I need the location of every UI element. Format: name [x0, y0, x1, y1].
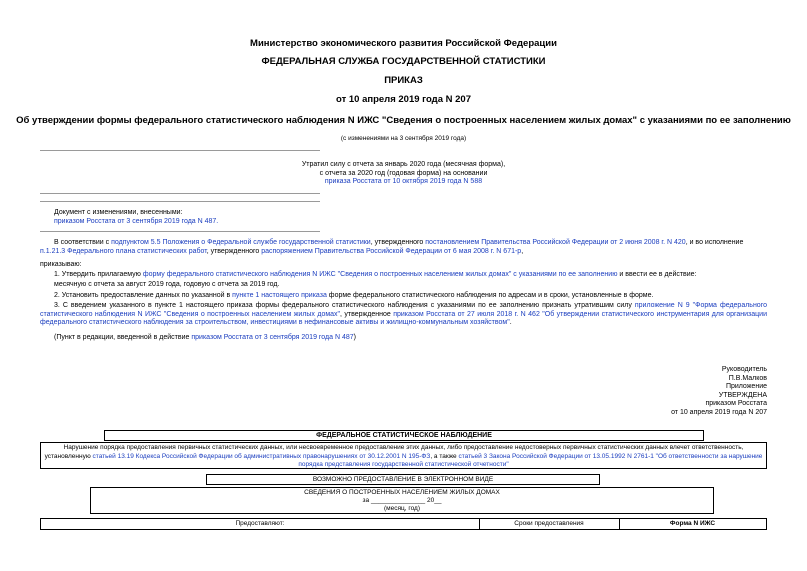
ministry-name: Министерство экономического развития Российской Федерации — [250, 38, 557, 49]
info-title: СВЕДЕНИЯ О ПОСТРОЕННЫХ НАСЕЛЕНИЕМ ЖИЛЫХ ДОМАХ — [304, 489, 500, 496]
info-hint: (месяц, год) — [383, 505, 420, 512]
order-word: приказываю: — [40, 261, 82, 268]
text-span: . — [509, 319, 512, 327]
validity-link[interactable]: приказа Росстата от 10 октября 2019 года N 588 — [324, 178, 483, 186]
text-span: 3. С введением указанного в пункте 1 настоящего приказа формы федерального статистического наблюдения с указаниями по ее заполнению признать утратившим силу — [54, 302, 635, 309]
link-subclause-5-5[interactable]: подпунктом 5.5 Положения о Федеральной службе государственной статистики — [111, 239, 371, 246]
revision-note: (с изменениями на 3 сентября 2019 года) — [340, 135, 467, 142]
col-deadline: Сроки предоставления — [479, 519, 620, 529]
doc-type: ПРИКАЗ — [384, 75, 423, 86]
submission-table-header — [40, 518, 767, 530]
col-submit: Предоставляют: — [41, 519, 480, 529]
link-order-462[interactable]: приказом Росстата от 27 июля 2018 г. N 462 "Об утверждении статистического инструментария для организации федерального статистического наблюдения за строительством, инвестициями в нефинансовые активы и жилищно-коммунальным хозяйством" — [40, 310, 767, 327]
paragraph-1-cont: месячную с отчета за август 2019 года, годовую с отчета за 2019 год. — [54, 281, 280, 288]
info-box — [90, 487, 714, 514]
info-period: за _______________ 20__ — [362, 497, 442, 504]
signature-name: П.В.Малков — [728, 374, 767, 382]
warning-text-2 — [41, 453, 766, 470]
warning-box — [40, 442, 767, 469]
text-span: В соответствии с — [54, 239, 112, 246]
text-span: 2. Установить предоставление данных по указанной в — [54, 292, 233, 299]
text-span: и ввести ее в действие: — [617, 271, 697, 278]
warning-text-1: Нарушение порядка предоставления первичных статистических данных, или несвоевременное предоставление этих данных, либо предоставление недостоверных первичных статистических данных влечет ответственность, — [63, 444, 744, 451]
link-clause-1[interactable]: пункте 1 настоящего приказа — [232, 292, 327, 299]
separator-line — [40, 201, 320, 202]
signature-role: Руководитель — [721, 366, 767, 373]
appendix-label: Приложение — [725, 383, 767, 391]
changes-line: Документ с изменениями, внесенными: — [54, 209, 183, 216]
validity-line-1: Утратил силу с отчета за январь 2020 года (месячная форма), — [301, 161, 506, 168]
validity-line-2: с отчета за 2020 год (годовая форма) на основании — [319, 169, 488, 177]
appendix-approved: УТВЕРЖДЕНА — [718, 391, 767, 399]
text-span: , утвержденное — [340, 310, 394, 318]
appendix-by: приказом Росстата — [705, 400, 767, 408]
text-span: 1. Утвердить прилагаемую — [54, 271, 143, 278]
text-span: форме федерального статистического наблюдения по адресам и в сроки, установленные в форме. — [326, 292, 654, 299]
link-article-13-19[interactable]: статьей 13.19 Кодекса Российской Федерации об административных правонарушениях от 30.12.2001 N 195-ФЗ — [92, 452, 431, 460]
form-banner: ФЕДЕРАЛЬНОЕ СТАТИСТИЧЕСКОЕ НАБЛЮДЕНИЕ — [104, 430, 704, 441]
separator-line — [40, 193, 320, 194]
doc-date: от 10 апреля 2019 года N 207 — [336, 94, 471, 105]
link-article-3-law[interactable]: статьей 3 Закона Российской Федерации от 13.05.1992 N 2761-1 "Об ответственности за нарушение порядка представления государственной статистической отчетности" — [298, 452, 763, 468]
text-span: , утвержденного — [370, 239, 426, 246]
link-order-671[interactable]: распоряжением Правительства Российской Федерации от 6 мая 2008 г. N 671-р — [261, 247, 522, 255]
electronic-box: ВОЗМОЖНО ПРЕДОСТАВЛЕНИЕ В ЭЛЕКТРОННОМ ВИДЕ — [206, 474, 600, 485]
text-span: , утвержденного — [206, 247, 262, 255]
validity-note — [0, 161, 807, 187]
text-span: ) — [353, 334, 356, 341]
col-form: Форма N ИЖС — [669, 520, 716, 527]
changes-link[interactable]: приказом Росстата от 3 сентября 2019 года N 487. — [54, 217, 219, 225]
link-appendix-9[interactable]: приложение N 9 "Форма федерального статистического наблюдения N ИЖС "Сведения о построенных населением жилых домах" — [40, 302, 767, 318]
paragraph-note — [54, 334, 356, 343]
separator-line — [40, 150, 320, 151]
appendix-date: от 10 апреля 2019 года N 207 — [671, 408, 767, 416]
link-federal-plan[interactable]: п.1.21.3 Федерального плана статистических работ — [40, 247, 207, 255]
link-form-izhs[interactable]: форму федерального статистического наблюдения N ИЖС "Сведения о построенных населением жилых домах" с указаниями по ее заполнению — [142, 271, 618, 278]
service-name: ФЕДЕРАЛЬНАЯ СЛУЖБА ГОСУДАРСТВЕННОЙ СТАТИСТИКИ — [261, 56, 546, 67]
text-span: , а также — [430, 452, 459, 460]
paragraph-3 — [40, 302, 767, 328]
link-resolution-420[interactable]: постановлением Правительства Российской Федерации от 2 июня 2008 г. N 420 — [425, 239, 686, 246]
link-order-487[interactable]: приказом Росстата от 3 сентября 2019 года N 487 — [191, 334, 354, 341]
text-span: установленную — [44, 452, 93, 460]
separator-line — [40, 231, 320, 232]
text-span: , и во исполнение — [685, 239, 744, 246]
changes-note — [54, 209, 218, 226]
doc-title: Об утверждении формы федерального статистического наблюдения N ИЖС "Сведения о построенных населением жилых домах" с указаниями по ее заполнению — [16, 115, 791, 126]
paragraph-1 — [40, 271, 767, 280]
text-span: , — [521, 247, 524, 255]
paragraph-2 — [40, 292, 767, 301]
signature-block — [567, 366, 767, 418]
text-span: (Пункт в редакции, введенной в действие — [54, 334, 192, 341]
paragraph-preamble — [40, 239, 767, 256]
